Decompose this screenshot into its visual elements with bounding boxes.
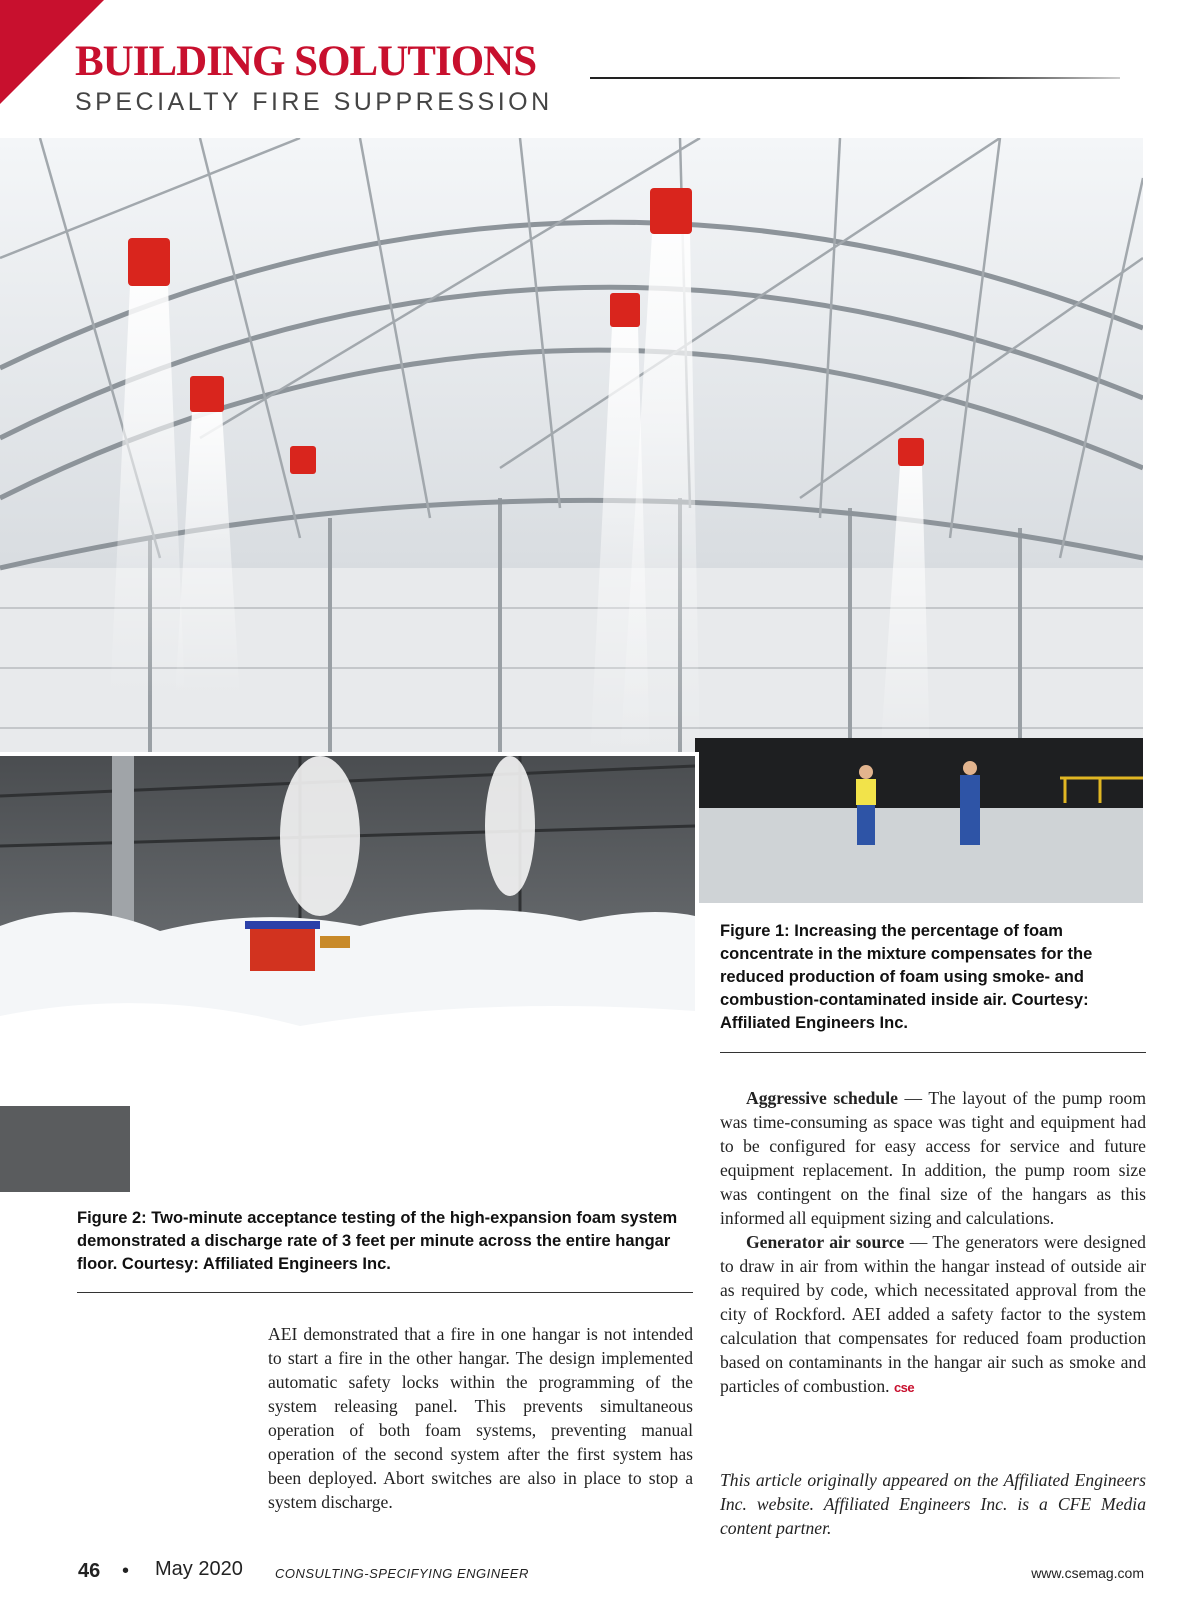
runin-heading: Generator air source xyxy=(746,1232,905,1252)
paragraph-text: — The layout of the pump room was time-consuming as space was tight and equipment had to be configured for easy access for service and future equipment replacement. In addition, the pump room size was contingent on the final size of the hangars as this informed all equipment sizing and calculations. xyxy=(720,1088,1147,1228)
header-rule xyxy=(590,77,1120,79)
magazine-name: CONSULTING-SPECIFYING ENGINEER xyxy=(275,1566,529,1581)
figure2-caption: Figure 2: Two-minute acceptance testing of the high-expansion foam system demonstrated a discharge rate of 3 feet per minute across the entire hangar floor. Courtesy: Affiliated Engineers Inc. xyxy=(77,1209,678,1273)
footer-bullet: • xyxy=(122,1560,130,1582)
runin-heading: Aggressive schedule xyxy=(746,1088,898,1108)
section-subtitle: SPECIALTY FIRE SUPPRESSION xyxy=(75,88,553,116)
article-left-column xyxy=(268,1322,693,1514)
article-right-column xyxy=(720,1086,1146,1400)
article-paragraph-generator xyxy=(720,1230,1146,1400)
article-note: This article originally appeared on the Affiliated Engineers Inc. website. Affiliated Engineers Inc. is a CFE Media content partner. xyxy=(720,1470,1146,1538)
paragraph-text: — The generators were designed to draw in air from within the hangar instead of outside air as required by code, which necessitated approval from the city of Rockford. AEI added a safety factor to the system calculation that compensates for reduced foam production based on contaminants in the hangar air such as smoke and particles of combustion. xyxy=(720,1232,1146,1396)
figure1-caption: Figure 1: Increasing the percentage of foam concentrate in the mixture compensates for the reduced production of foam using smoke- and combustion-contaminated inside air. Courtesy: Affiliated Engineers Inc. xyxy=(720,922,1093,1032)
article-paragraph: AEI demonstrated that a fire in one hangar is not intended to start a fire in the other hangar. The design implemented automatic safety locks within the programming of the system releasing panel. This prevents simultaneous operation of both foam systems, preventing manual operation of the second system after the first system has been deployed. Abort switches are also in place to stop a system discharge. xyxy=(268,1324,693,1512)
section-title: BUILDING SOLUTIONS xyxy=(75,38,537,85)
website-url: www.csemag.com xyxy=(1031,1565,1144,1581)
issue-date: May 2020 xyxy=(155,1558,243,1580)
caption1-rule xyxy=(720,1052,1146,1053)
figure2-photo xyxy=(0,752,699,1192)
caption2-rule xyxy=(77,1292,693,1293)
page-number: 46 xyxy=(78,1560,101,1582)
foam-filled-hangar-illustration xyxy=(0,756,695,1192)
end-mark: cse xyxy=(893,1380,915,1395)
article-paragraph-schedule xyxy=(720,1086,1146,1230)
